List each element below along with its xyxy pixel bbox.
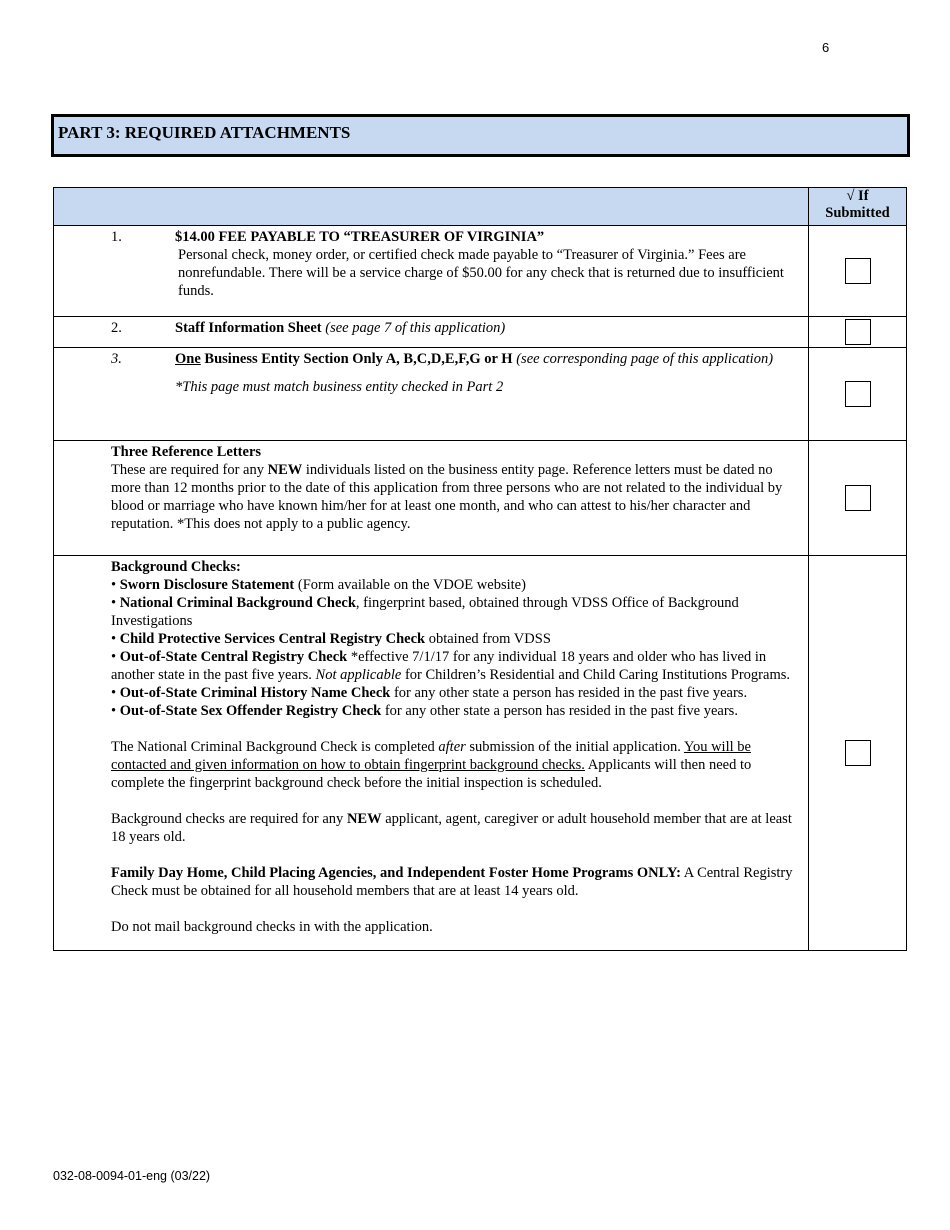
- background-paragraph-family-day-home: Family Day Home, Child Placing Agencies, and Independent Foster Home Programs ONLY: A Central Registry Check must be obtained for all household members that are at least 14 years old.: [111, 865, 793, 899]
- item-number: 3.: [111, 351, 122, 367]
- business-entity-cell: [54, 348, 809, 441]
- item-number: 2.: [111, 320, 122, 336]
- business-entity-title: Business Entity Section Only A, B,C,D,E,F,G or H: [200, 351, 513, 367]
- header-blank-cell: [54, 188, 809, 226]
- background-paragraph-do-not-mail: Do not mail background checks in with the application.: [111, 919, 433, 935]
- item-number: 1.: [111, 229, 122, 245]
- staff-info-check-cell: [809, 317, 907, 348]
- background-title: Background Checks:: [111, 559, 241, 575]
- fee-title: $14.00 FEE PAYABLE TO “TREASURER OF VIRGINIA”: [175, 229, 545, 245]
- business-entity-note: (see corresponding page of this application): [512, 351, 774, 367]
- references-title: Three Reference Letters: [111, 444, 262, 460]
- part-3-header: [51, 114, 910, 157]
- check-header-line2: Submitted: [825, 205, 890, 221]
- fee-checkbox[interactable]: [845, 258, 871, 284]
- background-paragraph-national: The National Criminal Background Check is completed after submission of the initial application. You will be contacted and given information on how to obtain fingerprint background checks. Applicants will then need to complete the fingerprint background check before the initial inspection is scheduled.: [111, 739, 752, 791]
- business-entity-checkbox[interactable]: [845, 381, 871, 407]
- business-entity-sub: *This page must match business entity checked in Part 2: [175, 379, 504, 395]
- references-cell: [54, 441, 809, 556]
- background-item-national: • National Criminal Background Check, fingerprint based, obtained through VDSS Office of Background Investigations: [111, 595, 739, 629]
- check-column-header: [809, 188, 907, 226]
- references-text: These are required for any NEW individuals listed on the business entity page. Reference letters must be dated no more than 12 months prior to the date of this application from three persons who are not related to the individual by blood or marriage who have known him/her for at least one month, and who can attest to his/her character and reputation. *This does not apply to a public agency.: [111, 462, 783, 532]
- page-number: 6: [822, 40, 830, 55]
- check-header-line1: √ If: [846, 188, 869, 204]
- background-check-cell: [809, 556, 907, 951]
- table-row-background: [54, 556, 907, 951]
- table-row-references: [54, 441, 907, 556]
- form-code-footer: 032-08-0094-01-eng (03/22): [53, 1169, 211, 1183]
- background-item-sworn: • Sworn Disclosure Statement (Form available on the VDOE website): [111, 577, 526, 593]
- table-row-staff-info: [54, 317, 907, 348]
- references-checkbox[interactable]: [845, 485, 871, 511]
- business-entity-check-cell: [809, 348, 907, 441]
- fee-text: Personal check, money order, or certified check made payable to “Treasurer of Virginia.” Fees are nonrefundable. There will be a service charge of $50.00 for any check that is returned due to insufficient funds.: [178, 247, 784, 299]
- fee-cell: [54, 226, 809, 317]
- required-attachments-table: [53, 187, 907, 951]
- fee-check-cell: [809, 226, 907, 317]
- staff-info-note: (see page 7 of this application): [325, 320, 506, 336]
- background-checkbox[interactable]: [845, 740, 871, 766]
- one-emphasis: One: [175, 351, 201, 367]
- background-paragraph-required: Background checks are required for any NEW applicant, agent, caregiver or adult household member that are at least 18 years old.: [111, 811, 792, 845]
- staff-info-cell: [54, 317, 809, 348]
- part-title: PART 3: REQUIRED ATTACHMENTS: [58, 123, 351, 142]
- background-item-out-of-state-registry: • Out-of-State Central Registry Check *effective 7/1/17 for any individual 18 years and older who has lived in another state in the past five years. Not applicable for Children’s Residential and Child Caring Institutions Programs.: [111, 649, 790, 683]
- background-cell: [54, 556, 809, 951]
- table-row-fee: [54, 226, 907, 317]
- background-item-cps: • Child Protective Services Central Registry Check obtained from VDSS: [111, 631, 551, 647]
- table-row-business-entity: [54, 348, 907, 441]
- background-item-criminal-history: • Out-of-State Criminal History Name Check for any other state a person has resided in the past five years.: [111, 685, 748, 701]
- table-header-row: [54, 188, 907, 226]
- references-check-cell: [809, 441, 907, 556]
- staff-info-checkbox[interactable]: [845, 319, 871, 345]
- staff-info-title: Staff Information Sheet: [175, 320, 322, 336]
- background-item-sex-offender: • Out-of-State Sex Offender Registry Check for any other state a person has resided in the past five years.: [111, 703, 738, 719]
